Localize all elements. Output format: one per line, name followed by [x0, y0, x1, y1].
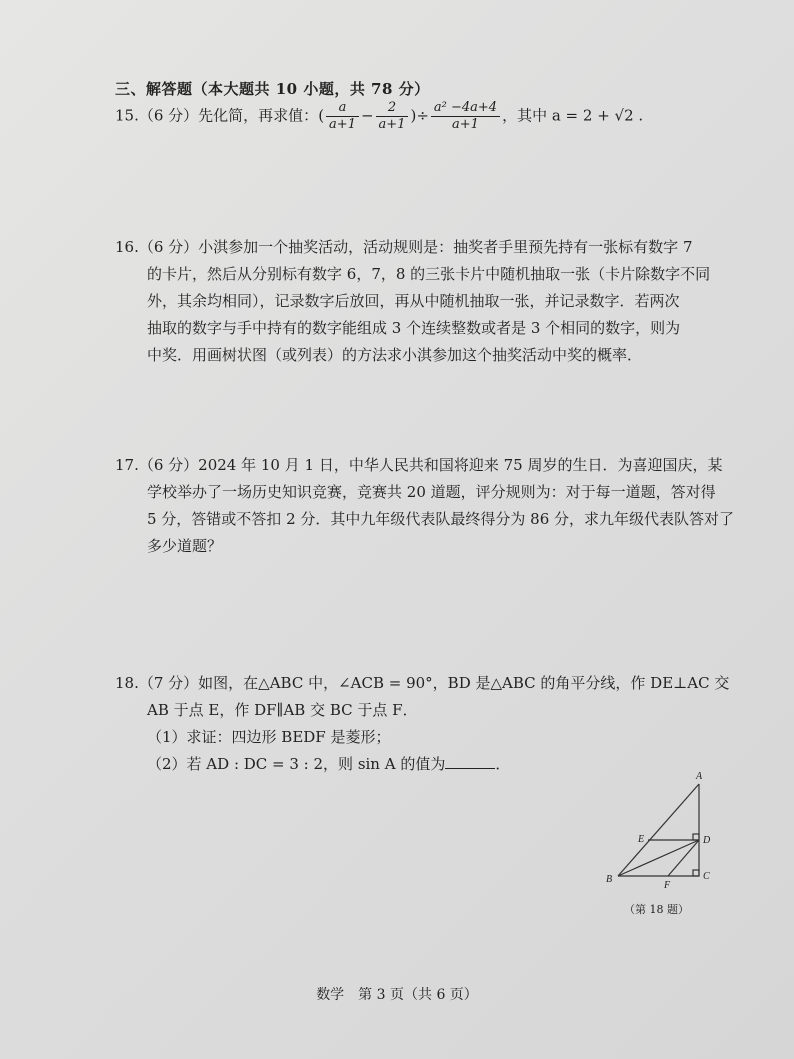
right-angle-mark-D: [693, 834, 699, 840]
page-footer: 数学 第 3 页（共 6 页）: [316, 987, 478, 1003]
q16-line-2: 的卡片，然后从分别标有数字 6，7，8 的三张卡片中随机抽取一张（卡片除数字不同: [147, 265, 711, 283]
q17-number: 17.: [115, 456, 139, 474]
q15-fraction-1: $\frac{a}{a+1}$: [326, 100, 359, 133]
right-angle-mark-C: [693, 870, 699, 876]
figure-caption: （第 18 题）: [624, 903, 689, 916]
q16-line-4: 抽取的数字与手中持有的数字能组成 3 个连续整数或者是 3 个相同的数字，则为: [147, 319, 681, 337]
q16-number: 16.: [115, 238, 139, 256]
q18-part-2: （2）若 AD : DC = 3 : 2，则 sin A 的值为: [147, 755, 446, 773]
label-D: D: [703, 835, 711, 846]
q15-fraction-2: $\frac{2}{a+1}$: [376, 100, 409, 133]
q18-part-1: （1）求证：四边形 BEDF 是菱形；: [147, 728, 391, 746]
q15-condition: ，其中 a = 2 + √2 .: [502, 106, 644, 125]
q18-part-2-end: ．: [495, 755, 511, 773]
q16-line-3: 外，其余均相同），记录数字后放回，再从中随机抽取一张，并记录数字．若两次: [147, 292, 680, 310]
section-title: 三、解答题（本大题共 10 小题，共 78 分）: [115, 80, 430, 98]
label-F: F: [664, 880, 671, 891]
label-E: E: [638, 834, 645, 845]
q16-score: （6 分）: [138, 238, 199, 256]
answer-blank[interactable]: [445, 754, 495, 769]
label-A: A: [696, 771, 703, 782]
question-18: [115, 670, 735, 778]
q17-line-3: 5 分，答错或不答扣 2 分．其中九年级代表队最终得分为 86 分，求九年级代表队答对了: [147, 510, 735, 528]
q18-line-1: 如图，在△ABC 中，∠ACB = 90°，BD 是△ABC 的角平分线，作 DE⊥AC 交: [198, 674, 730, 692]
q15-open-paren: (: [318, 106, 325, 125]
q15-close-divide: )÷: [410, 106, 429, 125]
q17-line-2: 学校举办了一场历史知识竞赛，竞赛共 20 道题，评分规则为：对于每一道题，答对得: [147, 483, 716, 501]
q15-text: 先化简，再求值：: [198, 106, 319, 125]
q15-fraction-3: $\frac{\text{a² −4a+4}}{a+1}$: [431, 100, 500, 133]
q16-line-1: 小淇参加一个抽奖活动，活动规则是：抽奖者手里预先持有一张标有数字 7: [198, 238, 693, 256]
question-15: [115, 100, 755, 133]
q16-line-5: 中奖．用画树状图（或列表）的方法求小淇参加这个抽奖活动中奖的概率．: [147, 346, 643, 364]
q15-number: 15.: [115, 106, 139, 125]
q18-score: （7 分）: [138, 674, 199, 692]
triangle-diagram: [596, 768, 726, 928]
q17-score: （6 分）: [138, 456, 199, 474]
question-17: [115, 452, 735, 560]
q18-line-2: AB 于点 E，作 DF∥AB 交 BC 于点 F．: [147, 701, 418, 719]
q17-line-4: 多少道题？: [147, 537, 223, 555]
q18-number: 18.: [115, 674, 139, 692]
segment-BD: [618, 840, 699, 876]
question-16: [115, 234, 735, 369]
q15-minus: −: [360, 106, 374, 125]
q15-score: （6 分）: [138, 106, 199, 125]
segment-AB: [618, 784, 699, 876]
q17-line-1: 2024 年 10 月 1 日，中华人民共和国将迎来 75 周岁的生日．为喜迎国庆，某: [198, 456, 723, 474]
label-B: B: [606, 874, 613, 885]
figure-18: [596, 768, 726, 928]
label-C: C: [703, 871, 710, 882]
